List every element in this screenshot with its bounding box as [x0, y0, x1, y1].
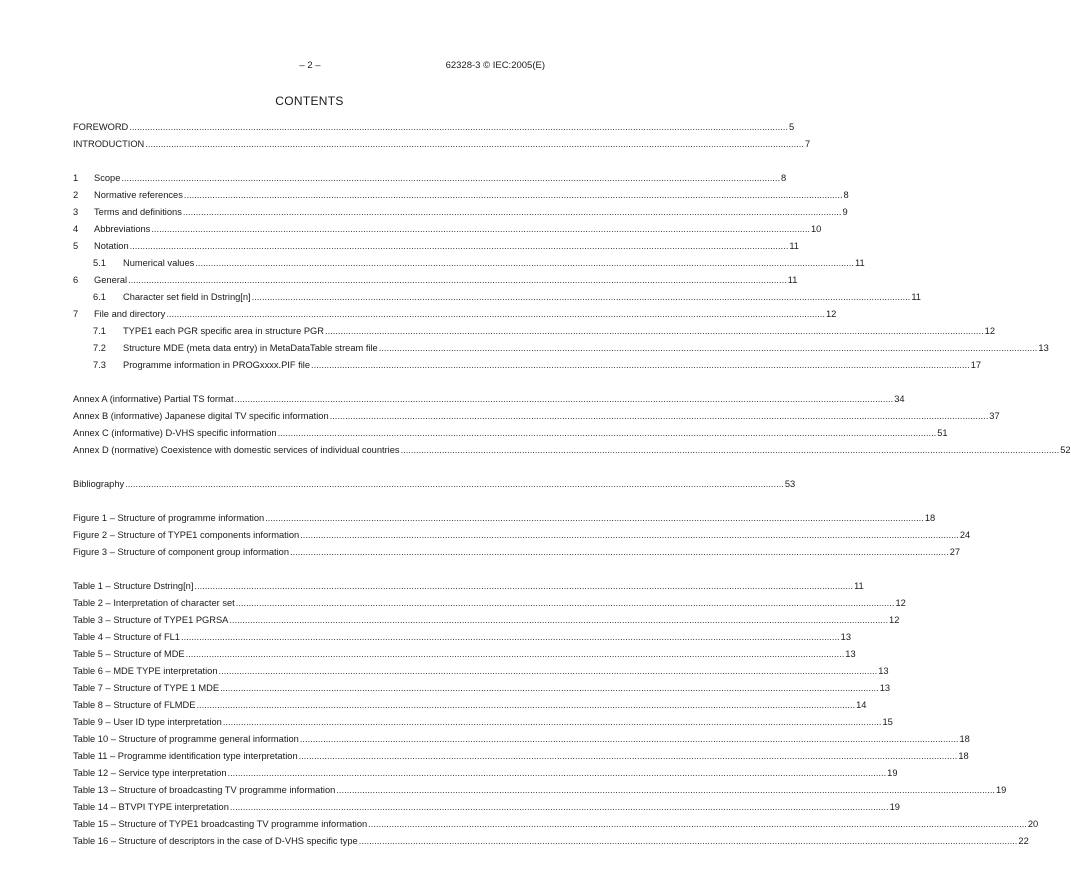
- dot-leader: [186, 646, 845, 663]
- toc-entry-page: 34: [894, 394, 905, 404]
- toc-entry-page: 22: [1018, 836, 1029, 846]
- toc-entry[interactable]: [73, 323, 996, 340]
- dot-leader: [128, 272, 787, 289]
- section-gap: [73, 153, 545, 170]
- dot-leader: [359, 833, 1018, 850]
- dot-leader: [220, 680, 879, 697]
- toc-entry-page: 11: [854, 581, 864, 591]
- toc-entry-title: Table 8 – Structure of FLMDE: [73, 700, 196, 710]
- toc-entry[interactable]: [73, 799, 900, 816]
- toc-entry[interactable]: [73, 612, 900, 629]
- toc-entry-page: 12: [895, 598, 906, 608]
- toc-entry-page: 8: [843, 190, 849, 200]
- toc-entry[interactable]: [73, 629, 851, 646]
- toc-entry[interactable]: [73, 221, 822, 238]
- toc-entry-number: 5.1: [93, 258, 106, 268]
- toc-entry-page: 14: [856, 700, 867, 710]
- dot-leader: [290, 544, 949, 561]
- toc-entry-number: 7.1: [93, 326, 106, 336]
- contents-title: CONTENTS: [275, 94, 344, 108]
- toc-entry-title: Table 5 – Structure of MDE: [73, 649, 185, 659]
- toc-entry-number: 6: [73, 275, 79, 285]
- toc-entry-page: 12: [984, 326, 996, 336]
- dot-leader: [300, 731, 959, 748]
- toc-entry-title: General: [94, 275, 128, 285]
- toc-entry-number: 7.2: [93, 343, 106, 353]
- dot-leader: [252, 289, 911, 306]
- dot-leader: [125, 476, 784, 493]
- dot-leader: [401, 442, 1060, 459]
- toc-entry-title: Figure 2 – Structure of TYPE1 components information: [73, 530, 300, 540]
- section-gap: [73, 459, 545, 476]
- dot-leader: [300, 527, 959, 544]
- toc-entry[interactable]: [73, 578, 864, 595]
- toc-entry-page: 11: [789, 241, 799, 251]
- toc-entry-page: 7: [804, 139, 811, 149]
- dot-leader: [265, 510, 924, 527]
- dot-leader: [194, 578, 853, 595]
- dot-leader: [299, 748, 958, 765]
- toc-entry[interactable]: [73, 204, 848, 221]
- toc-entry-number: 4: [73, 224, 79, 234]
- toc-entry-page: 37: [989, 411, 1000, 421]
- dot-leader: [121, 170, 780, 187]
- toc-entry-title: Table 12 – Service type interpretation: [73, 768, 227, 778]
- dot-leader: [379, 340, 1038, 357]
- toc-entry[interactable]: [73, 442, 1071, 459]
- toc-entry-number: 7.3: [93, 360, 106, 370]
- toc-entry-page: 12: [825, 309, 837, 319]
- toc-entry-page: 11: [787, 275, 798, 285]
- toc-entry-number: 5: [73, 241, 79, 251]
- toc-entry-number: 3: [73, 207, 79, 217]
- toc-entry-page: 19: [889, 802, 900, 812]
- toc-entry-title: File and directory: [94, 309, 166, 319]
- table-of-contents: [73, 119, 1071, 850]
- toc-entry-title: Structure MDE (meta data entry) in MetaDataTable stream file: [123, 343, 378, 353]
- toc-entry-page: 9: [842, 207, 848, 217]
- toc-entry-title: Numerical values: [123, 258, 195, 268]
- dot-leader: [151, 221, 810, 238]
- dot-leader: [311, 357, 970, 374]
- toc-entry-title: Normative references: [94, 190, 183, 200]
- toc-entry[interactable]: [73, 238, 799, 255]
- dot-leader: [129, 119, 788, 136]
- toc-entry[interactable]: [73, 391, 905, 408]
- toc-entry-page: 53: [784, 479, 796, 489]
- dot-leader: [228, 765, 887, 782]
- dot-leader: [184, 187, 843, 204]
- toc-entry-page: 51: [937, 428, 948, 438]
- dot-leader: [219, 663, 878, 680]
- toc-entry-title: Table 6 – MDE TYPE interpretation: [73, 666, 218, 676]
- toc-entry-title: Table 7 – Structure of TYPE 1 MDE: [73, 683, 220, 693]
- dot-leader: [195, 255, 854, 272]
- dot-leader: [145, 136, 804, 153]
- toc-entry[interactable]: [73, 425, 948, 442]
- dot-leader: [236, 595, 895, 612]
- dot-leader: [181, 629, 840, 646]
- standard-reference: 62328-3 © IEC:2005(E): [445, 60, 545, 71]
- dot-leader: [166, 306, 825, 323]
- toc-entry-title: Table 16 – Structure of descriptors in the case of D-VHS specific type: [73, 836, 358, 846]
- toc-entry-page: 13: [845, 649, 856, 659]
- toc-entry[interactable]: [73, 510, 936, 527]
- toc-entry[interactable]: [73, 544, 961, 561]
- toc-entry-page: 20: [1027, 819, 1039, 829]
- toc-entry[interactable]: [73, 340, 1049, 357]
- toc-entry[interactable]: [73, 816, 1039, 833]
- toc-entry[interactable]: [73, 748, 969, 765]
- toc-entry-page: 18: [958, 751, 969, 761]
- toc-entry-page: 17: [970, 360, 982, 370]
- toc-entry-page: 19: [887, 768, 898, 778]
- toc-entry[interactable]: [73, 408, 1000, 425]
- toc-entry-title: Abbreviations: [94, 224, 151, 234]
- toc-entry-title: Annex B (informative) Japanese digital TV specific information: [73, 411, 329, 421]
- toc-entry-title: Notation: [94, 241, 129, 251]
- toc-entry[interactable]: [73, 765, 898, 782]
- toc-entry-title: Table 3 – Structure of TYPE1 PGRSA: [73, 615, 229, 625]
- dot-leader: [230, 799, 889, 816]
- toc-entry-page: 11: [911, 292, 921, 302]
- toc-entry-page: 13: [878, 666, 889, 676]
- toc-entry-page: 27: [949, 547, 961, 557]
- toc-entry-page: 15: [882, 717, 893, 727]
- toc-entry-page: 11: [854, 258, 865, 268]
- toc-entry-page: 19: [996, 785, 1007, 795]
- toc-entry[interactable]: [73, 782, 1007, 799]
- toc-entry[interactable]: [73, 272, 798, 289]
- toc-entry[interactable]: [73, 476, 796, 493]
- toc-entry-page: 8: [781, 173, 787, 183]
- toc-entry-title: Annex A (informative) Partial TS format: [73, 394, 234, 404]
- toc-entry-number: 7: [73, 309, 79, 319]
- toc-entry-number: 2: [73, 190, 79, 200]
- section-gap: [73, 561, 545, 578]
- toc-entry-title: FOREWORD: [73, 122, 129, 132]
- toc-entry-title: Annex C (informative) D-VHS specific information: [73, 428, 277, 438]
- toc-entry[interactable]: [73, 306, 837, 323]
- toc-entry-title: Table 10 – Structure of programme general information: [73, 734, 299, 744]
- toc-entry[interactable]: [73, 680, 891, 697]
- toc-entry-title: Table 11 – Programme identification type interpretation: [73, 751, 298, 761]
- toc-entry-title: Table 15 – Structure of TYPE1 broadcasting TV programme information: [73, 819, 368, 829]
- toc-entry[interactable]: [73, 119, 795, 136]
- toc-entry[interactable]: [73, 289, 921, 306]
- toc-entry-title: Scope: [94, 173, 121, 183]
- toc-entry-number: 6.1: [93, 292, 106, 302]
- toc-entry[interactable]: [73, 527, 971, 544]
- toc-entry[interactable]: [73, 663, 889, 680]
- dot-leader: [336, 782, 995, 799]
- toc-entry-page: 12: [889, 615, 900, 625]
- toc-entry-page: 13: [879, 683, 891, 693]
- toc-entry-page: 24: [959, 530, 971, 540]
- toc-entry[interactable]: [73, 646, 856, 663]
- toc-entry-title: Table 4 – Structure of FL1: [73, 632, 180, 642]
- dot-leader: [130, 238, 789, 255]
- toc-entry-title: Table 9 – User ID type interpretation: [73, 717, 222, 727]
- toc-entry[interactable]: [73, 714, 893, 731]
- toc-entry[interactable]: [73, 833, 1029, 850]
- toc-entry-title: Figure 1 – Structure of programme information: [73, 513, 265, 523]
- toc-entry-page: 18: [959, 734, 970, 744]
- dot-leader: [196, 697, 855, 714]
- toc-entry[interactable]: [73, 697, 867, 714]
- dot-leader: [278, 425, 937, 442]
- dot-leader: [229, 612, 888, 629]
- dot-leader: [325, 323, 984, 340]
- dot-leader: [223, 714, 882, 731]
- toc-entry-title: Annex D (normative) Coexistence with domestic services of individual countries: [73, 445, 400, 455]
- toc-entry-title: Figure 3 – Structure of component group information: [73, 547, 290, 557]
- toc-entry-number: 1: [73, 173, 79, 183]
- toc-entry-title: Table 1 – Structure Dstring[n]: [73, 581, 194, 591]
- toc-entry-page: 13: [1038, 343, 1049, 353]
- toc-entry-page: 18: [924, 513, 936, 523]
- toc-entry-title: Programme information in PROGxxxx.PIF file: [123, 360, 311, 370]
- toc-entry[interactable]: [73, 255, 865, 272]
- dot-leader: [183, 204, 842, 221]
- toc-entry[interactable]: [73, 136, 811, 153]
- toc-entry-title: INTRODUCTION: [73, 139, 145, 149]
- toc-entry-title: Table 13 – Structure of broadcasting TV programme information: [73, 785, 336, 795]
- toc-entry-title: Table 2 – Interpretation of character set: [73, 598, 235, 608]
- toc-entry-title: TYPE1 each PGR specific area in structure PGR: [123, 326, 324, 336]
- toc-entry-page: 5: [788, 122, 795, 132]
- toc-entry[interactable]: [73, 731, 970, 748]
- toc-entry[interactable]: [73, 357, 982, 374]
- dot-leader: [330, 408, 989, 425]
- toc-entry-title: Bibliography: [73, 479, 125, 489]
- toc-entry[interactable]: [73, 170, 787, 187]
- toc-entry-title: Terms and definitions: [94, 207, 182, 217]
- dot-leader: [368, 816, 1027, 833]
- section-gap: [73, 493, 545, 510]
- toc-entry-title: Character set field in Dstring[n]: [123, 292, 251, 302]
- toc-entry-page: 52: [1060, 445, 1071, 455]
- toc-entry-page: 13: [840, 632, 851, 642]
- toc-entry[interactable]: [73, 187, 849, 204]
- page-number: – 2 –: [299, 60, 321, 71]
- dot-leader: [235, 391, 894, 408]
- toc-entry-title: Table 14 – BTVPI TYPE interpretation: [73, 802, 229, 812]
- section-gap: [73, 374, 545, 391]
- toc-entry-page: 10: [811, 224, 822, 234]
- toc-entry[interactable]: [73, 595, 906, 612]
